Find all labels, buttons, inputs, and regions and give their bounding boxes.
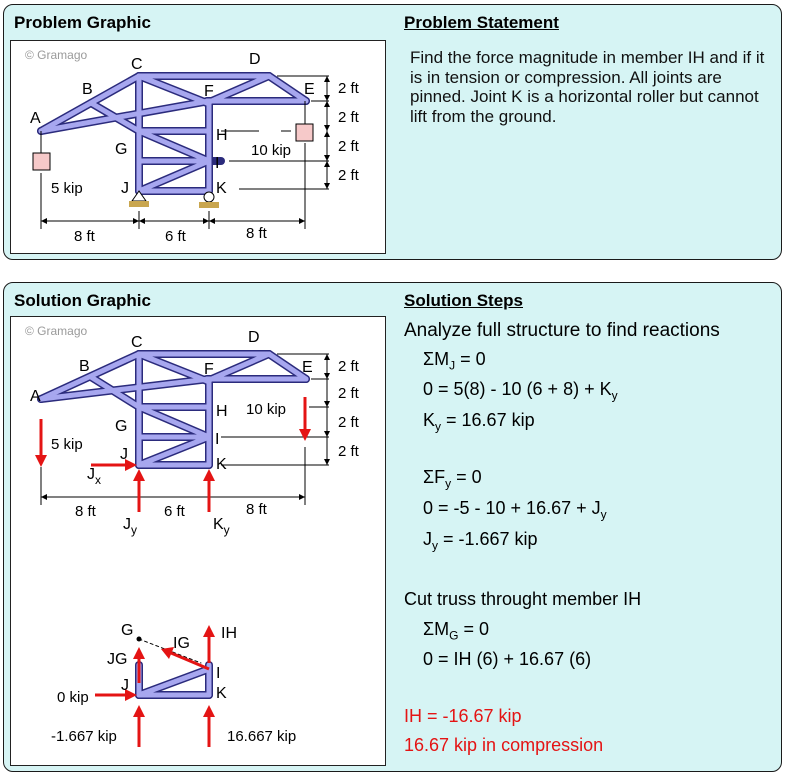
- arrow-jg: [133, 647, 145, 683]
- watermark: © Gramago: [25, 48, 88, 62]
- hanging-load-left: [33, 131, 50, 170]
- sol-dim-2ft-2: 2 ft: [338, 385, 359, 402]
- joint-label-d: D: [249, 51, 261, 68]
- step-sum-mg: $\Sigma M_G = 0$: [423, 619, 489, 643]
- fbd-label-i: I: [216, 665, 221, 682]
- joint-label-k: K: [216, 180, 227, 197]
- hanging-load-right: [296, 101, 313, 141]
- dim-label-2ft-1: 2 ft: [338, 80, 359, 97]
- solution-fbd-diagram: [11, 317, 385, 765]
- step-eq3: 0 = IH (6) + 16.67 (6): [423, 649, 592, 669]
- sol-joint-label-k: K: [216, 456, 227, 473]
- reaction-label-ky: $K_y$: [213, 516, 230, 537]
- sol-dim-2ft-1: 2 ft: [338, 358, 359, 375]
- fbd-label-ig: IG: [173, 635, 190, 652]
- problem-graphic: [10, 40, 386, 254]
- load-label-left: 5 kip: [51, 180, 83, 197]
- joint-label-j: J: [121, 180, 129, 197]
- step-analyze: Analyze full structure to find reactions: [404, 320, 720, 341]
- arrow-5kip-down: [35, 419, 47, 467]
- step-eq2: $0 = -5 - 10 + 16.67 + J_y$: [423, 498, 607, 522]
- arrow-ky: [203, 469, 215, 512]
- joint-label-e: E: [304, 81, 315, 98]
- fbd-label-jy-value: -1.667 kip: [51, 728, 117, 745]
- joint-label-f: F: [204, 83, 214, 100]
- solution-graphic-title: Solution Graphic: [14, 291, 151, 310]
- solution-steps-title: Solution Steps: [404, 291, 523, 310]
- fbd-label-0kip: 0 kip: [57, 689, 89, 706]
- answer-ih-value: IH = -16.67 kip: [404, 706, 522, 726]
- solution-graphic: [10, 316, 386, 766]
- arrow-ky-val: [203, 705, 215, 747]
- answer-compression: 16.67 kip in compression: [404, 735, 604, 755]
- sol-joint-label-a: A: [30, 388, 41, 405]
- sol-dim-8ft-right: 8 ft: [246, 501, 267, 518]
- sol-joint-label-h: H: [216, 403, 228, 420]
- joint-label-c: C: [131, 56, 143, 73]
- problem-truss-diagram: [11, 41, 385, 253]
- step-sum-mj: $\Sigma M_J = 0$: [423, 349, 486, 373]
- sol-joint-label-i: I: [215, 431, 220, 448]
- step-jy-result: $J_y = -1.667$ kip: [423, 529, 538, 553]
- dim-label-6ft: 6 ft: [165, 228, 186, 245]
- step-ky-result: $K_y = 16.67$ kip: [423, 410, 535, 434]
- joint-label-i: I: [215, 155, 220, 172]
- arrow-0kip: [95, 689, 137, 701]
- sol-load-label-left: 5 kip: [51, 436, 83, 453]
- joint-label-g: G: [115, 141, 128, 158]
- fbd-label-ky-value: 16.667 kip: [227, 728, 297, 745]
- arrow-jy-val: [133, 705, 145, 747]
- problem-statement-title: Problem Statement: [404, 13, 559, 32]
- arrow-10kip-down: [299, 397, 311, 441]
- sol-joint-label-f: F: [204, 361, 214, 378]
- dim-label-8ft-left: 8 ft: [74, 228, 95, 245]
- problem-graphic-title: Problem Graphic: [14, 13, 151, 32]
- reaction-label-jx: $J_x$: [87, 466, 101, 487]
- joint-label-a: A: [30, 110, 41, 127]
- sol-dim-2ft-4: 2 ft: [338, 443, 359, 460]
- joint-label-h: H: [216, 127, 228, 144]
- step-sum-fy: $\Sigma F_y = 0$: [423, 467, 482, 491]
- reaction-label-jy: $J_y$: [123, 516, 137, 537]
- sol-dim-2ft-3: 2 ft: [338, 414, 359, 431]
- dim-label-2ft-2: 2 ft: [338, 109, 359, 126]
- watermark: © Gramago: [25, 324, 88, 338]
- fbd-label-k: K: [216, 685, 227, 702]
- sol-joint-label-b: B: [79, 358, 90, 375]
- fbd-label-g: G: [121, 622, 134, 639]
- dim-label-2ft-4: 2 ft: [338, 167, 359, 184]
- step-eq1: 0 = 5(8) - 10 $(6 + 8) + K_y$: [423, 379, 618, 403]
- fbd-label-jg: JG: [107, 651, 128, 668]
- sol-dim-8ft-left: 8 ft: [75, 503, 96, 520]
- sol-dim-6ft: 6 ft: [164, 503, 185, 520]
- sol-load-label-right: 10 kip: [246, 401, 287, 418]
- sol-joint-label-g: G: [115, 418, 128, 435]
- arrow-ih: [203, 625, 215, 663]
- sol-joint-label-c: C: [131, 334, 143, 351]
- joint-label-b: B: [82, 81, 93, 98]
- arrow-jx: [91, 459, 137, 471]
- sol-joint-label-e: E: [302, 359, 313, 376]
- fbd-label-ih: IH: [221, 625, 237, 642]
- arrow-jy: [133, 469, 145, 512]
- sol-joint-label-d: D: [248, 329, 260, 346]
- truss-members: [41, 76, 306, 191]
- dim-label-8ft-right: 8 ft: [246, 225, 267, 242]
- sol-joint-label-j: J: [120, 446, 128, 463]
- load-label-right: 10 kip: [251, 142, 292, 159]
- dim-label-2ft-3: 2 ft: [338, 138, 359, 155]
- problem-statement-text: Find the force magnitude in member IH and if it is in tension or compression. All joints are pinned. Joint K is a horizontal roller but cannot lift from the ground.: [410, 48, 765, 126]
- fbd-label-j: J: [121, 677, 129, 694]
- step-cut: Cut truss throught member IH: [404, 589, 642, 609]
